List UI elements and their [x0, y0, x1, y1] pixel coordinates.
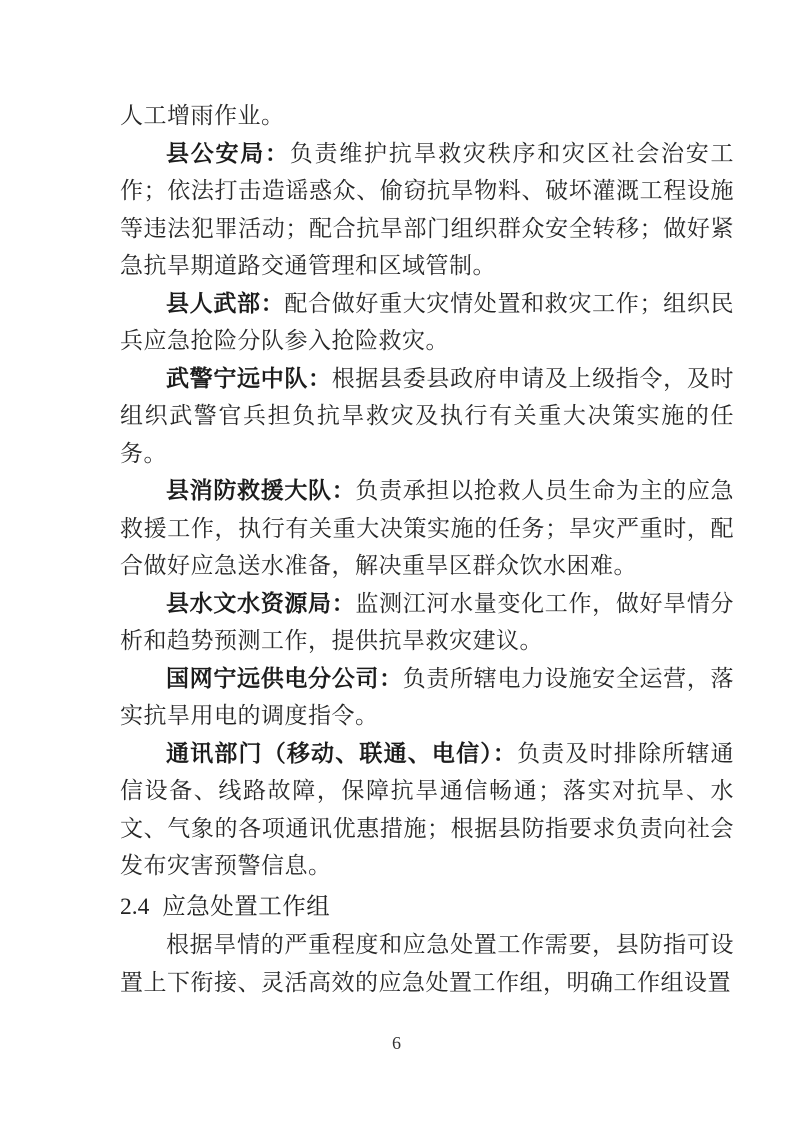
org-name-lead: 县公安局： — [166, 140, 290, 166]
section-number: 2.4 — [120, 893, 150, 920]
paragraph-text: 负责所辖电力设施安全运营，落实抗旱用电的调度指令。 — [120, 665, 735, 728]
paragraph-state-grid-branch — [120, 660, 734, 735]
paragraph-text: 负责承担以抢救人员生命为主的应急救援工作，执行有关重大决策实施的任务；旱灾严重时，配合做好应急送水准备，解决重旱区群众饮水困难。 — [120, 478, 735, 578]
paragraph-hydrology-water-resources-bureau — [120, 585, 734, 660]
paragraph-public-security-bureau — [120, 135, 734, 285]
section-heading-2-4 — [120, 889, 734, 927]
paragraph-emergency-workgroup-intro: 根据旱情的严重程度和应急处置工作需要，县防指可设置上下衔接、灵活高效的应急处置工作组，明确工作组设置 — [120, 932, 734, 995]
paragraph-armed-forces-dept — [120, 285, 734, 360]
paragraph-text: 监测江河水量变化工作，做好旱情分析和趋势预测工作，提供抗旱救灾建议。 — [120, 590, 735, 653]
paragraph-text: 负责维护抗旱救灾秩序和灾区社会治安工作；依法打击造谣惑众、偷窃抗旱物料、破坏灌溉工程设施等违法犯罪活动；配合抗旱部门组织群众安全转移；做好紧急抗旱期道路交通管理和区域管制。 — [120, 140, 734, 278]
page-number: 6 — [392, 1033, 401, 1053]
paragraph-telecom-departments — [120, 735, 734, 885]
page-body-text — [120, 97, 734, 1001]
paragraph-text: 根据县委县政府申请及上级指令，及时组织武警官兵担负抗旱救灾及执行有关重大决策实施的任务。 — [120, 365, 735, 466]
org-name-lead: 县人武部： — [166, 290, 285, 316]
paragraph-text: 负责及时排除所辖通信设备、线路故障，保障抗旱通信畅通；落实对抗旱、水文、气象的各项通讯优惠措施；根据县防指要求负责向社会发布灾害预警信息。 — [120, 740, 735, 878]
org-name-lead: 县消防救援大队： — [166, 478, 356, 503]
paragraph-fire-rescue-brigade — [120, 472, 734, 585]
paragraph-armed-police-squadron — [120, 360, 734, 473]
org-name-lead: 武警宁远中队： — [166, 365, 332, 391]
org-name-lead: 县水文水资源局： — [166, 590, 356, 616]
org-name-lead: 国网宁远供电分公司： — [166, 665, 403, 691]
section-title: 应急处置工作组 — [162, 893, 331, 920]
paragraph-continuation: 人工增雨作业。 — [120, 103, 285, 128]
paragraph-text: 配合做好重大灾情处置和救灾工作；组织民兵应急抢险分队参入抢险救灾。 — [120, 290, 735, 353]
org-name-lead: 通讯部门（移动、联通、电信）： — [166, 740, 518, 766]
